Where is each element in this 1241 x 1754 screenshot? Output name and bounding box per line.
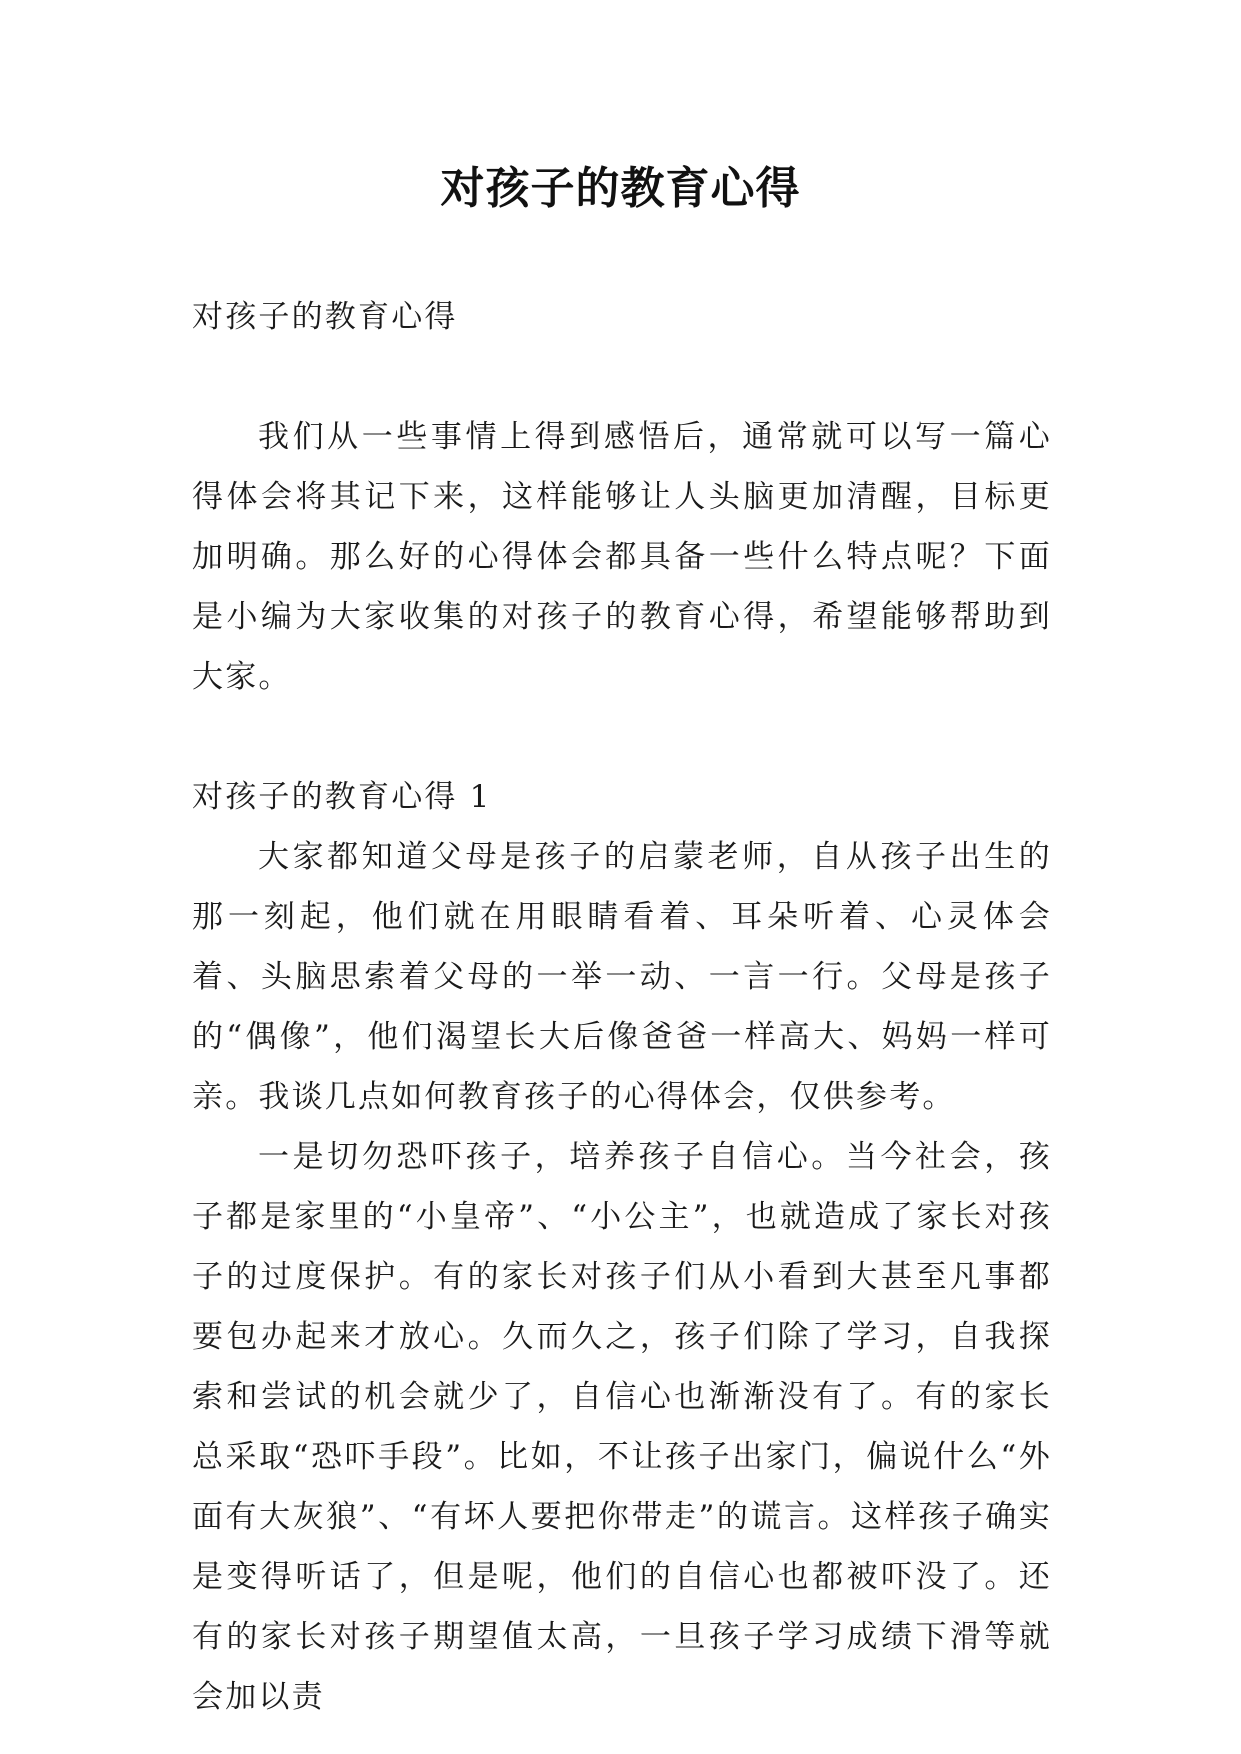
intro-paragraph: 我们从一些事情上得到感悟后，通常就可以写一篇心得体会将其记下来，这样能够让人头脑更加清醒，目标更加明确。那么好的心得体会都具备一些什么特点呢？下面是小编为大家收集的对孩子的教育心得，希望能够帮助到大家。 xyxy=(192,419,1052,695)
document-body xyxy=(192,287,1052,1727)
section-heading: 对孩子的教育心得 1 xyxy=(192,779,492,815)
body-paragraph: 大家都知道父母是孩子的启蒙老师，自从孩子出生的那一刻起，他们就在用眼睛看着、耳朵听着、心灵体会着、头脑思索着父母的一举一动、一言一行。父母是孩子的“偶像”，他们渴望长大后像爸爸一样高大、妈妈一样可亲。我谈几点如何教育孩子的心得体会，仅供参考。 xyxy=(192,839,1052,1115)
document-title: 对孩子的教育心得 xyxy=(440,163,801,214)
document-subtitle: 对孩子的教育心得 xyxy=(192,299,458,335)
body-paragraph: 一是切勿恐吓孩子，培养孩子自信心。当今社会，孩子都是家里的“小皇帝”、“小公主”，也就造成了家长对孩子的过度保护。有的家长对孩子们从小看到大甚至凡事都要包办起来才放心。久而久之，孩子们除了学习，自我探索和尝试的机会就少了，自信心也渐渐没有了。有的家长总采取“恐吓手段”。比如，不让孩子出家门，偏说什么“外面有大灰狼”、“有坏人要把你带走”的谎言。这样孩子确实是变得听话了，但是呢，他们的自信心也都被吓没了。还有的家长对孩子期望值太高，一旦孩子学习成绩下滑等就会加以责 xyxy=(192,1139,1052,1715)
